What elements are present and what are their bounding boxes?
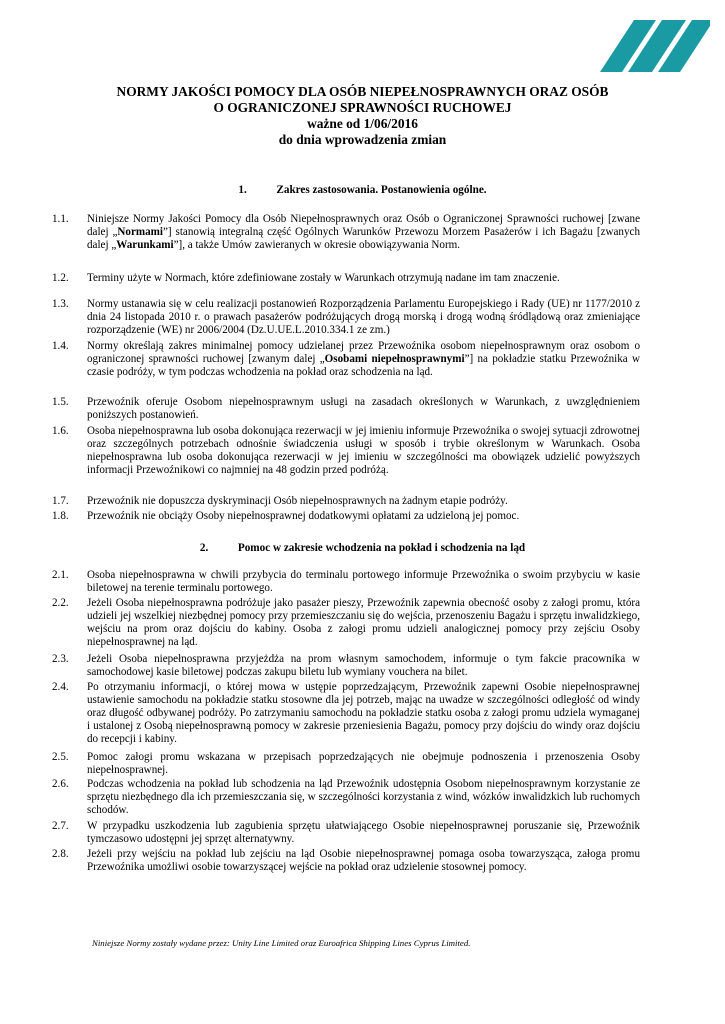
paragraph-1-1 <box>52 213 640 252</box>
paragraph-1-3 <box>52 298 640 337</box>
paragraph-number: 1.1. <box>52 213 69 225</box>
paragraph-number: 2.2. <box>52 597 69 609</box>
title-line: ważne od 1/06/2016 <box>307 116 418 131</box>
title-line: NORMY JAKOŚCI POMOCY DLA OSÓB NIEPEŁNOSPRAWNYCH ORAZ OSÓB <box>116 84 609 99</box>
defined-term: Osobami niepełnosprawnymi <box>324 353 465 366</box>
paragraph-text: Jeżeli przy wejściu na pokład lub zejściu na ląd Osobie niepełnosprawnej pomaga osoba towarzysząca, załoga promu Przewoźnika umożliwi osobie towarzyszącej wejście na pokład oraz udzielenie stosownej pomocy. <box>87 848 640 874</box>
defined-term: Normami <box>117 226 163 239</box>
paragraph-number: 2.5. <box>52 751 69 763</box>
paragraph-1-2 <box>52 272 640 285</box>
paragraph-text: Jeżeli Osoba niepełnosprawna przyjeżdża na prom własnym samochodem, informuje o tym fakcie pracownika w samochodowej kasie biletowej podczas zakupu biletu lub wymiany vouchera na bilet. <box>87 653 640 679</box>
paragraph-number: 2.3. <box>52 653 69 665</box>
paragraph-text: Podczas wchodzenia na pokład lub schodzenia na ląd Przewoźnik udostępnia Osobom niepełnosprawnym korzystanie ze sprzętu niezbędnego dla ich przemieszczania się, w szczególności korzystania z wind, wózków inwalidzkich lub ruchomych schodów. <box>87 778 640 817</box>
paragraph-2-8 <box>52 848 640 874</box>
paragraph-text: Pomoc załogi promu wskazana w przepisach poprzedzających nie obejmuje podnoszenia i przenoszenia Osoby niepełnosprawnej. <box>87 751 640 777</box>
paragraph-text: Jeżeli Osoba niepełnosprawna podróżuje jako pasażer pieszy, Przewoźnik zapewnia obecność osoby z załogi promu, która udzieli jej wszelkiej niezbędnej pomocy przy przemieszczaniu się do wejścia, przenoszeniu Bagażu i sprzętu inwalidzkiego, wejściu na prom oraz dojściu do kabiny. Osoba z załogi promu udzieli analogicznej pomocy przy zejściu Osoby niepełnosprawnej na ląd. <box>87 597 640 649</box>
paragraph-number: 1.6. <box>52 425 69 437</box>
paragraph-number: 2.4. <box>52 681 69 693</box>
paragraph-1-7 <box>52 495 640 508</box>
paragraph-text: Przewoźnik oferuje Osobom niepełnosprawnym usługi na zasadach określonych w Warunkach, z uwzględnieniem poniższych postanowień. <box>87 396 640 422</box>
defined-term: Warunkami <box>116 239 174 252</box>
paragraph-1-4 <box>52 340 640 379</box>
paragraph-1-5 <box>52 396 640 422</box>
section-number: 1. <box>238 184 247 196</box>
paragraph-text: Terminy użyte w Normach, które zdefiniowane zostały w Warunkach otrzymują nadane im tam znaczenie. <box>87 272 560 284</box>
paragraph-1-6 <box>52 425 640 477</box>
paragraph-2-4 <box>52 681 640 746</box>
paragraph-number: 1.8. <box>52 510 69 522</box>
paragraph-number: 2.7. <box>52 820 69 832</box>
paragraph-text: Przewoźnik nie dopuszcza dyskryminacji Osób niepełnosprawnych na żadnym etapie podróży. <box>87 495 508 507</box>
paragraph-2-2 <box>52 597 640 649</box>
paragraph-2-6 <box>52 778 640 817</box>
paragraph-2-1 <box>52 569 640 595</box>
paragraph-text: Osoba niepełnosprawna w chwili przybycia do terminalu portowego informuje Przewoźnika o swoim przybyciu w kasie biletowej na terenie terminalu portowego. <box>87 569 640 595</box>
paragraph-2-7 <box>52 820 640 846</box>
title-line: do dnia wprowadzenia zmian <box>278 132 447 147</box>
paragraph-2-3 <box>52 653 640 679</box>
section-title: Pomoc w zakresie wchodzenia na pokład i schodzenia na ląd <box>237 542 526 554</box>
paragraph-number: 1.2. <box>52 272 69 284</box>
section-number: 2. <box>199 542 209 554</box>
paragraph-number: 1.5. <box>52 396 69 408</box>
paragraph-text: Normy ustanawia się w celu realizacji postanowień Rozporządzenia Parlamentu Europejskiego i Rady (UE) nr 1177/2010 z dnia 24 listopada 2010 r. o prawach pasażerów podróżujących drogą morską i drogą wodną śródlądową oraz zmieniające rozporządzenie (WE) nr 2006/2004 (Dz.U.UE.L.2010.334.1 ze zm.) <box>87 298 640 337</box>
paragraph-number: 2.6. <box>52 778 69 790</box>
section-heading-1 <box>0 183 725 197</box>
paragraph-number: 2.1. <box>52 569 69 581</box>
paragraph-text: Przewoźnik nie obciąży Osoby niepełnosprawnej dodatkowymi opłatami za udzieloną jej pomoc. <box>87 510 520 522</box>
section-title: Zakres zastosowania. Postanowienia ogólne. <box>276 184 487 196</box>
paragraph-text: Normy określają zakres minimalnej pomocy udzielanej przez Przewoźnika osobom niepełnosprawnym oraz osobom o ograniczonej sprawności ruchowej [zwanym dalej „Osobami niepełnosprawnymi”] na pokładzie statku Przewoźnika w czasie podróży, w tym podczas wchodzenia na pokład oraz schodzenia na ląd. <box>87 340 640 379</box>
paragraph-number: 1.4. <box>52 340 69 352</box>
paragraph-text: Osoba niepełnosprawna lub osoba dokonująca rezerwacji w jej imieniu informuje Przewoźnika o swojej sytuacji zdrowotnej oraz szczególnych potrzebach odnośnie świadczenia usługi w sposób i trybie określonym w Warunkach. Osoba niepełnosprawna lub osoba dokonująca rezerwacji w jej imieniu w szczególności ma obowiązek udzielić powyższych informacji Przewoźnikowi co najmniej na 48 godzin przed podróżą. <box>87 425 640 477</box>
paragraph-number: 1.7. <box>52 495 69 507</box>
paragraph-text: W przypadku uszkodzenia lub zagubienia sprzętu ułatwiającego Osobie niepełnosprawnej poruszanie się, Przewoźnik tymczasowo udostępni jej sprzęt alternatywny. <box>87 820 640 846</box>
paragraph-number: 1.3. <box>52 298 69 310</box>
paragraph-2-5 <box>52 751 640 777</box>
paragraph-text: Niniejsze Normy Jakości Pomocy dla Osób Niepełnosprawnych oraz Osób o Ograniczonej Sprawności ruchowej [zwane dalej „Normami”] stanowią integralną część Ogólnych Warunków Przewozu Morzem Pasażerów i ich Bagażu [zwanych dalej „Warunkami”], a także Umów zawieranych w okresie obowiązywania Norm. <box>87 213 640 252</box>
company-logo <box>600 20 710 72</box>
footer-note: Niniejsze Normy zostały wydane przez: Unity Line Limited oraz Euroafrica Shipping Lines Cyprus Limited. <box>92 938 471 948</box>
document-title <box>40 84 685 148</box>
title-line: O OGRANICZONEJ SPRAWNOŚCI RUCHOWEJ <box>213 100 512 115</box>
paragraph-text: Po otrzymaniu informacji, o której mowa w ustępie poprzedzającym, Przewoźnik zapewni Osobie niepełnosprawnej ustawienie samochodu na pokładzie statku stosowne dla jej potrzeb, mając na uwadze w szczególności odległość od windy oraz długość odbywanej podróży. Po zatrzymaniu samochodu na pokładzie statku osoba z załogi promu udziela wymaganej i ustalonej z Osobą niepełnosprawną pomocy w zakresie przeniesienia Bagażu, pomocy przy dojściu do windy oraz dojściu do recepcji i kabiny. <box>87 681 640 746</box>
paragraph-number: 2.8. <box>52 848 69 860</box>
section-heading-2 <box>0 541 725 555</box>
paragraph-1-8 <box>52 510 640 523</box>
